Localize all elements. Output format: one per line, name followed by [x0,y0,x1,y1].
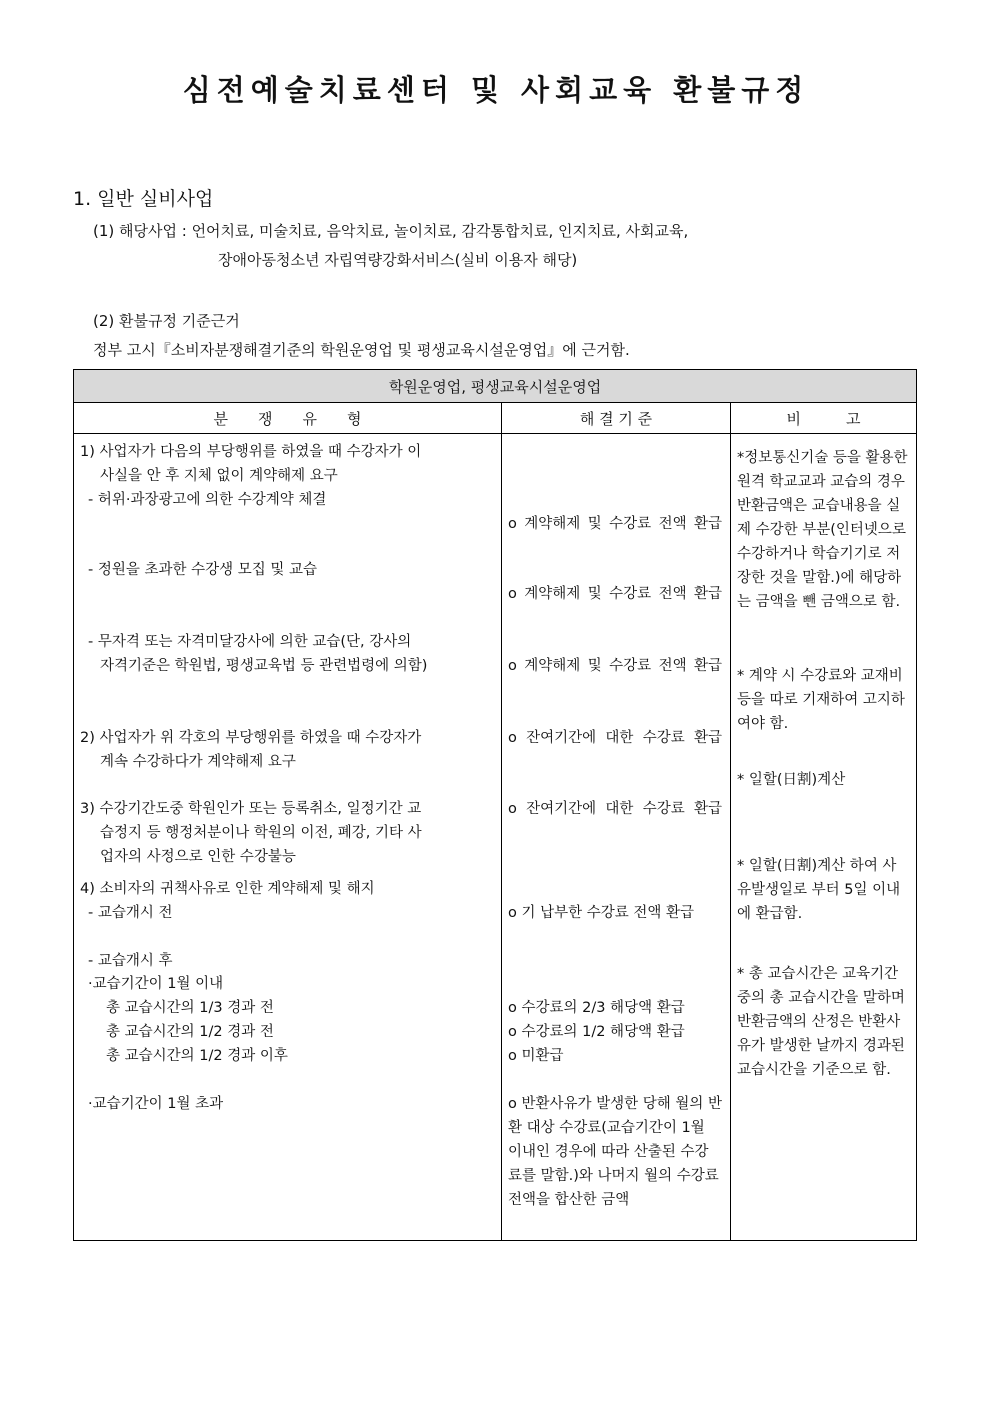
dispute-3-line3: 업자의 사정으로 인한 수강불능 [100,849,296,865]
resolution-1: o 계약해제 및 수강료 전액 환급 [508,516,722,532]
dispute-1c-line1: - 무자격 또는 자격미달강사에 의한 교습(단, 강사의 [88,634,412,650]
dispute-3-line1: 3) 수강기간도중 학원인가 또는 등록취소, 일정기간 교 [80,801,422,817]
resolution-9: o 미환급 [508,1048,564,1064]
refund-basis-heading: (2) 환불규정 기준근거 [93,312,240,330]
dispute-1a: - 허위·과장광고에 의한 수강계약 체결 [88,492,327,508]
resolution-cell [502,434,731,1241]
dispute-4b1-ii: 총 교습시간의 1/2 경과 전 [106,1024,274,1040]
resolution-8: o 수강료의 1/2 해당액 환급 [508,1024,685,1040]
column-header-resolution: 해 결 기 준 [502,403,731,434]
resolution-10: o 반환사유가 발생한 당해 월의 반환 대상 수강료(교습기간이 1월 이내인 경우에 따라 산출된 수강료를 말함.)와 나머지 월의 수강료 전액을 합산한 금액 [508,1096,723,1208]
applicable-services-line1: (1) 해당사업 : 언어치료, 미술치료, 음악치료, 놀이치료, 감각통합치료, 인지치료, 사회교육, [93,222,689,240]
dispute-4-line1: 4) 소비자의 귀책사유로 인한 계약해제 및 해지 [80,881,375,897]
dispute-2-line2: 계속 수강하다가 계약해제 요구 [100,754,296,770]
refund-table [73,369,917,1241]
dispute-4a: - 교습개시 전 [88,905,173,921]
dispute-3-line2: 습정지 등 행정처분이나 학원의 이전, 폐강, 기타 사 [100,825,422,841]
dispute-1b: - 정원을 초과한 수강생 모집 및 교습 [88,562,317,578]
dispute-1-line2: 사실을 안 후 지체 없이 계약해제 요구 [100,468,338,484]
resolution-4: o 잔여기간에 대한 수강료 환급 [508,730,722,746]
remarks-cell [731,434,917,1241]
applicable-services-line2: 장애아동청소년 자립역량강화서비스(실비 이용자 해당) [218,251,578,269]
section-heading: 1. 일반 실비사업 [73,188,214,210]
dispute-4b: - 교습개시 후 [88,953,173,969]
dispute-4b2: ·교습기간이 1월 초과 [88,1096,224,1112]
remark-2: * 계약 시 수강료와 교재비 등을 따로 기재하여 고지하여야 함. [737,668,905,732]
dispute-2-line1: 2) 사업자가 위 각호의 부당행위를 하였을 때 수강자가 [80,730,422,746]
column-header-remarks: 비 고 [731,403,917,434]
dispute-1c-line2: 자격기준은 학원법, 평생교육법 등 관련법령에 의함) [100,658,428,674]
resolution-3: o 계약해제 및 수강료 전액 환급 [508,658,722,674]
column-header-dispute: 분 쟁 유 형 [74,403,502,434]
resolution-2: o 계약해제 및 수강료 전액 환급 [508,586,722,602]
dispute-4b1: ·교습기간이 1월 이내 [88,976,224,992]
resolution-6: o 기 납부한 수강료 전액 환급 [508,905,694,921]
dispute-1-line1: 1) 사업자가 다음의 부당행위를 하였을 때 수강자가 이 [80,444,422,460]
remark-5: * 총 교습시간은 교육기간 중의 총 교습시간을 말하며 반환금액의 산정은 반환사유가 발생한 날까지 경과된 교습시간을 기준으로 함. [737,966,905,1078]
refund-basis-text: 정부 고시『소비자분쟁해결기준의 학원운영업 및 평생교육시설운영업』에 근거함. [93,341,630,359]
table-header: 학원운영업, 평생교육시설운영업 [74,370,917,403]
dispute-4b1-i: 총 교습시간의 1/3 경과 전 [106,1000,274,1016]
remark-4: * 일할(日割)계산 하여 사유발생일로 부터 5일 이내에 환급함. [737,858,901,922]
resolution-7: o 수강료의 2/3 해당액 환급 [508,1000,685,1016]
remark-3: * 일할(日割)계산 [737,772,846,788]
remark-1: *정보통신기술 등을 활용한 원격 학교교과 교습의 경우 반환금액은 교습내용을 실제 수강한 부분(인터넷으로 수강하거나 학습기기로 저장한 것을 말함.)에 해당하는 금액을 뺀 금액으로 함. [737,450,908,610]
resolution-5: o 잔여기간에 대한 수강료 환급 [508,801,722,817]
page-title: 심전예술치료센터 및 사회교육 환불규정 [182,73,810,107]
dispute-4b1-iii: 총 교습시간의 1/2 경과 이후 [106,1048,288,1064]
dispute-types-cell [74,434,502,1241]
